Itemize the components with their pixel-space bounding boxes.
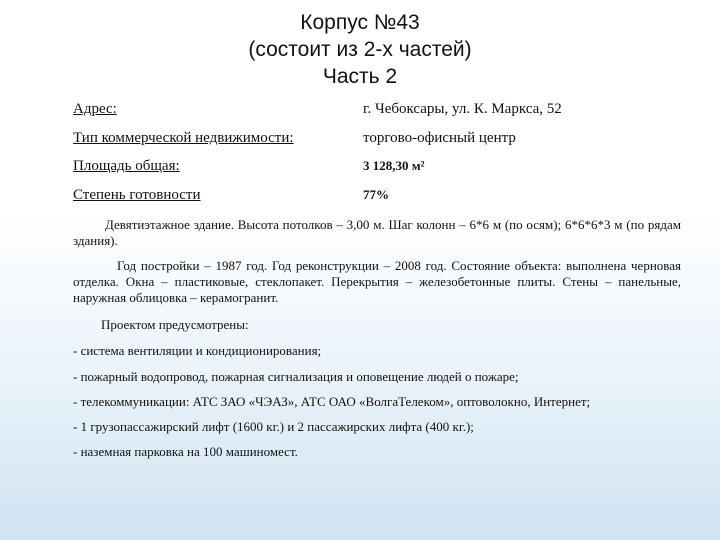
project-provisions-heading: Проектом предусмотрены: [101,317,249,332]
total-area-value: 3 128,30 м² [363,158,425,173]
readiness-label: Степень готовности [73,187,201,203]
page-title: Корпус №43 [300,11,420,34]
address-value: г. Чебоксары, ул. К. Маркса, 52 [363,101,562,117]
list-item: - 1 грузопассажирский лифт (1600 кг.) и 2 пассажирских лифта (400 кг.); [73,419,474,434]
list-item: - наземная парковка на 100 машиномест. [73,444,298,459]
property-type-value: торгово-офисный центр [363,130,516,146]
list-item: - телекоммуникации: АТС ЗАО «ЧЭАЗ», АТС ОАО «ВолгаТелеком», оптоволокно, Интернет; [73,394,591,409]
list-item: - пожарный водопровод, пожарная сигнализация и оповещение людей о пожаре; [73,369,519,384]
readiness-value: 77% [363,187,389,202]
total-area-label: Площадь общая: [73,158,180,174]
list-item: - система вентиляции и кондиционирования; [73,343,322,358]
page-part-title: Часть 2 [322,65,398,88]
property-type-label: Тип коммерческой недвижимости: [73,130,294,146]
building-description: Девятиэтажное здание. Высота потолков – 3,00 м. Шаг колонн – 6*6 м (по осям); 6*6*6*3 м (по рядам здания). [73,217,681,248]
construction-details: Год постройки – 1987 год. Год реконструкции – 2008 год. Состояние объекта: выполнена черновая отделка. Окна – пластиковые, стеклопакет. Перекрытия – железобетонные плиты. Стены – панельные, наружная облицовка – керамогранит. [73,258,681,305]
address-label: Адрес: [73,101,117,117]
page-subtitle: (состоит из 2-х частей) [248,38,472,61]
